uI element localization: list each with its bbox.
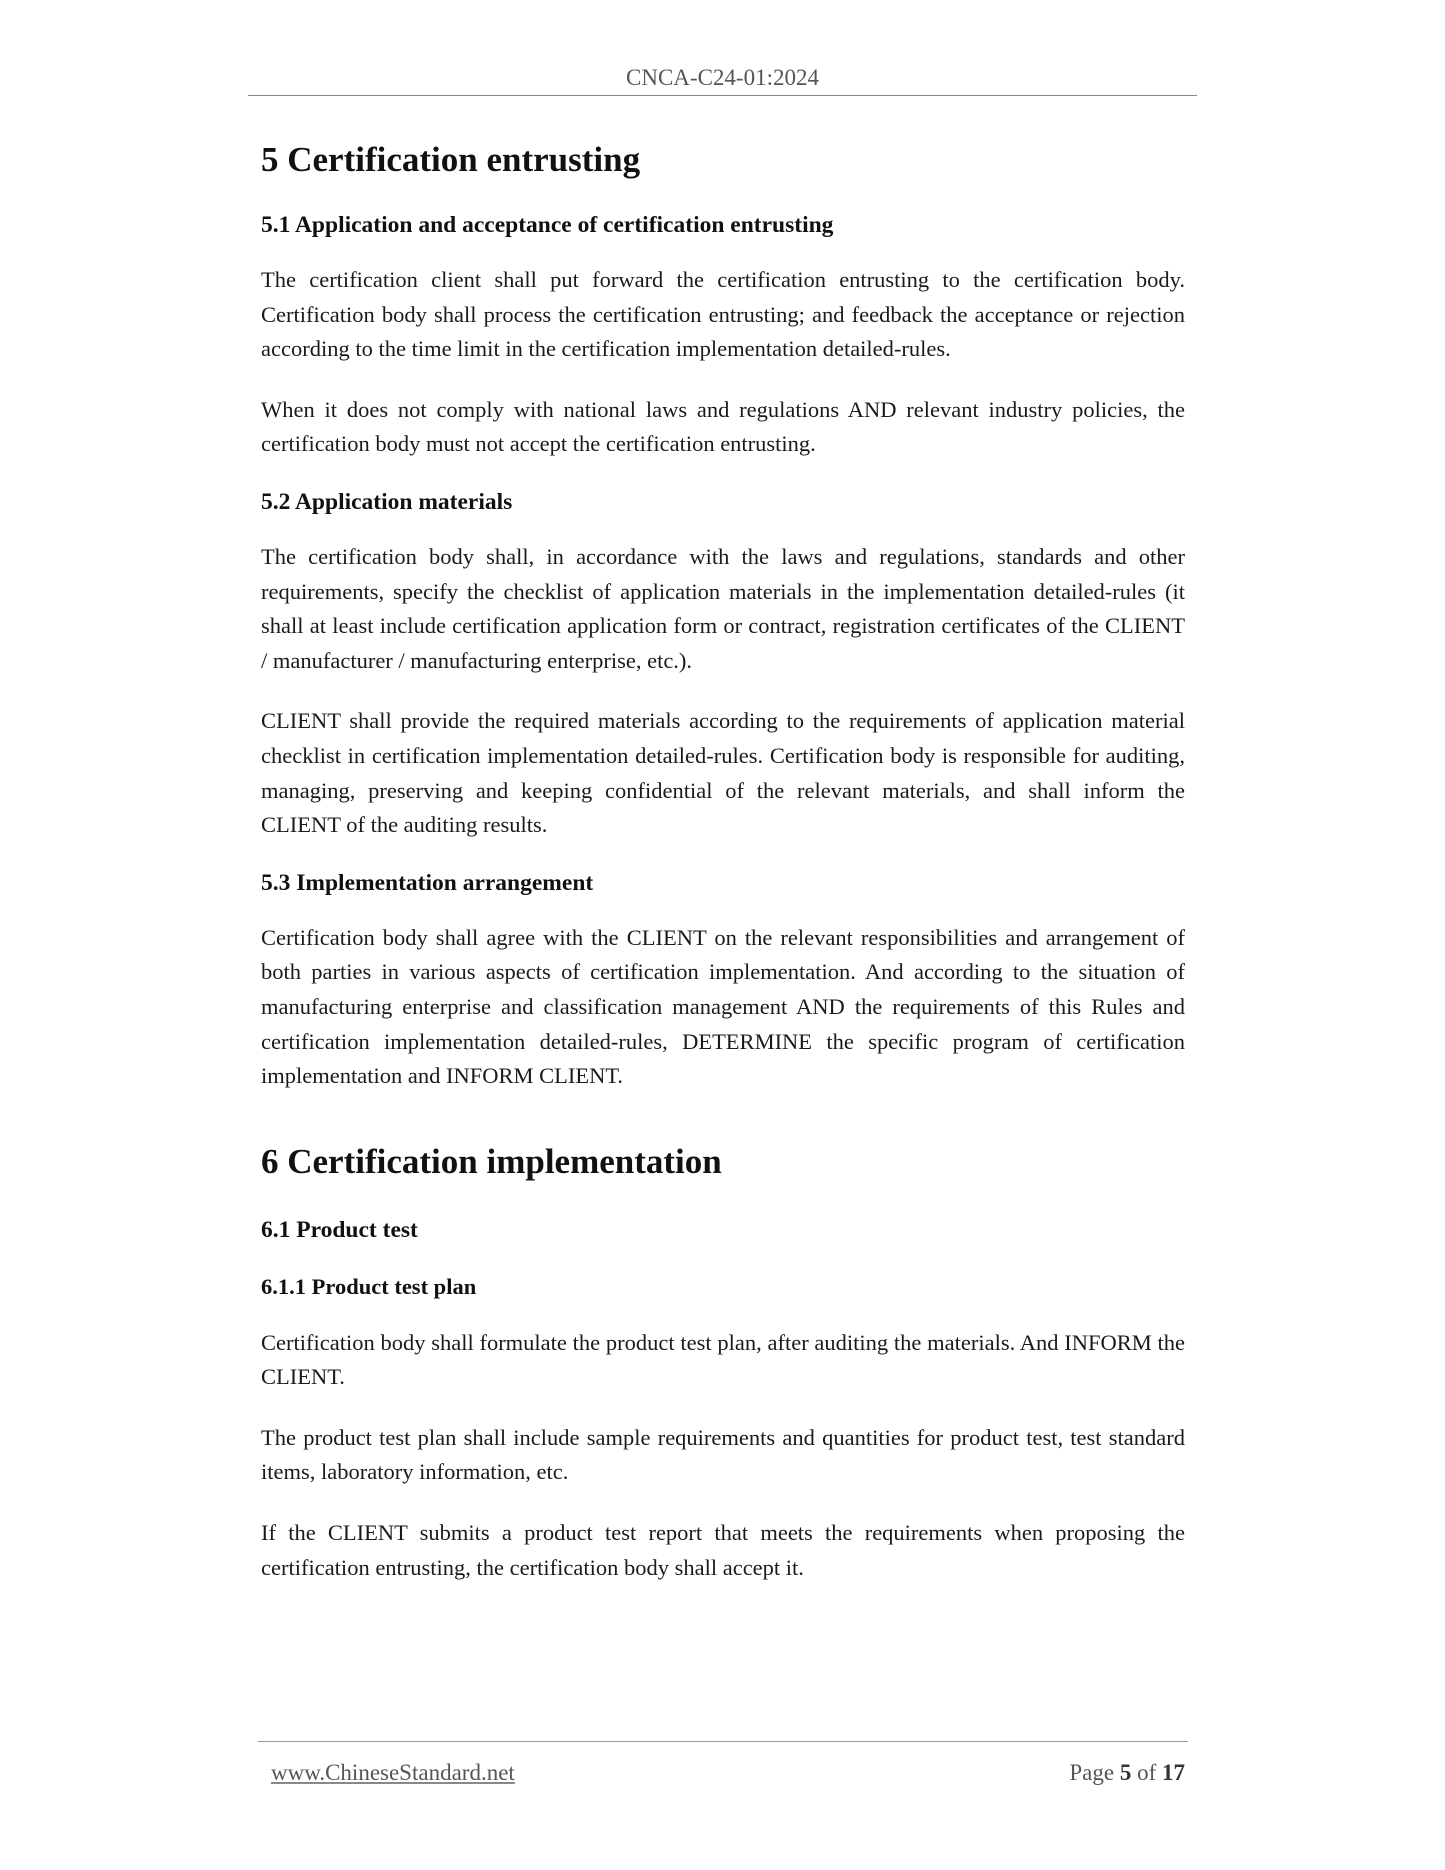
- page-content: [261, 138, 1185, 1585]
- paragraph: If the CLIENT submits a product test report that meets the requirements when proposing the certification entrusting, the certification body shall accept it.: [261, 1520, 1185, 1580]
- section-5-2-heading: 5.2 Application materials: [261, 488, 513, 515]
- section-5-3-heading: 5.3 Implementation arrangement: [261, 869, 594, 896]
- header-divider: [248, 95, 1197, 96]
- website-link[interactable]: www.ChineseStandard.net: [271, 1760, 515, 1785]
- paragraph: The product test plan shall include sample requirements and quantities for product test, test standard items, laboratory information, etc.: [261, 1424, 1185, 1485]
- section-6-1-heading: 6.1 Product test: [261, 1216, 418, 1243]
- paragraph: Certification body shall agree with the CLIENT on the relevant responsibilities and arrangement of both parties in various aspects of certification implementation. And according to the situation of manufacturing enterprise and classification management AND the requirements of this Rules and certification implementation detailed-rules, DETERMINE the specific program of certification implementation and INFORM CLIENT.: [261, 924, 1185, 1089]
- page-of: of: [1137, 1760, 1157, 1785]
- section-6-1-1-heading: 6.1.1 Product test plan: [261, 1273, 477, 1299]
- paragraph: Certification body shall formulate the product test plan, after auditing the materials. And INFORM the CLIENT.: [261, 1329, 1185, 1390]
- section-5-heading: 5 Certification entrusting: [261, 140, 641, 179]
- paragraph: The certification body shall, in accordance with the laws and regulations, standards and other requirements, specify the checklist of application materials in the implementation detailed-rules (it shall at least include certification application form or contract, registration certificates of the CLIENT / manufacturer / manufacturing enterprise, etc.).: [261, 543, 1185, 673]
- section-6-heading: 6 Certification implementation: [261, 1141, 722, 1181]
- paragraph: The certification client shall put forward the certification entrusting to the certification body. Certification body shall process the certification entrusting; and feedback the acceptance or rejection according to the time limit in the certification implementation detailed-rules.: [261, 267, 1185, 362]
- page-label: Page: [1069, 1760, 1115, 1785]
- paragraph: CLIENT shall provide the required materials according to the requirements of application material checklist in certification implementation detailed-rules. Certification body is responsible for auditing, managing, preserving and keeping confidential of the relevant materials, and shall inform the CLIENT of the auditing results.: [261, 708, 1185, 838]
- page-total: 17: [1162, 1760, 1185, 1785]
- page-number: [1069, 1760, 1185, 1786]
- section-5-1-heading: 5.1 Application and acceptance of certification entrusting: [261, 212, 834, 238]
- footer-divider: [258, 1741, 1188, 1742]
- page-current: 5: [1119, 1760, 1132, 1785]
- document-code-header: CNCA-C24-01:2024: [626, 65, 819, 90]
- paragraph: When it does not comply with national laws and regulations AND relevant industry policies, the certification body must not accept the certification entrusting.: [261, 396, 1185, 457]
